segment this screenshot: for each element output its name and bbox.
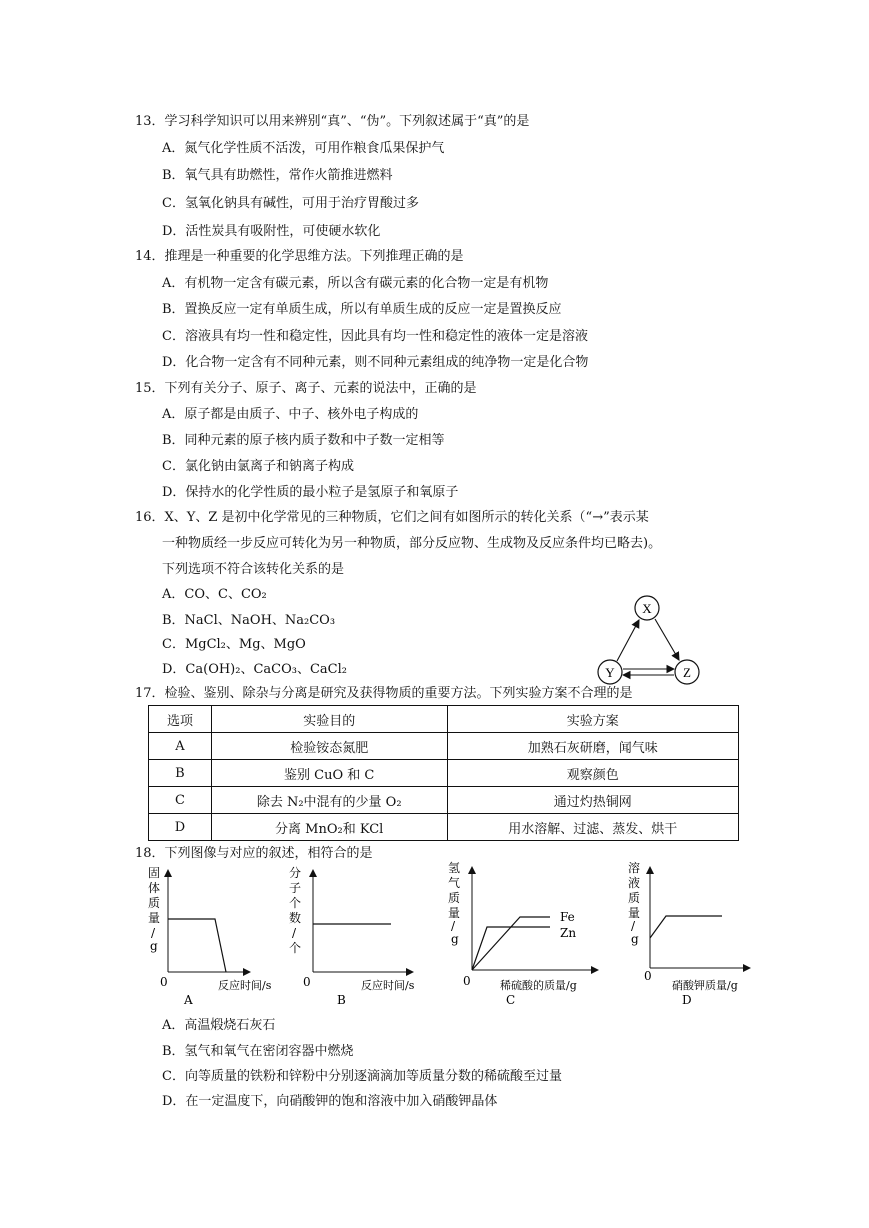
table-cell: 鉴别 CuO 和 C	[211, 760, 447, 787]
svg-text:g: g	[451, 932, 459, 946]
graph-c-zn-curve	[472, 927, 550, 970]
svg-text:/: /	[151, 926, 156, 940]
table-cell: 检验铵态氮肥	[211, 733, 447, 760]
graph-a-curve	[168, 919, 226, 972]
graph-b-xlabel: 反应时间/s	[361, 979, 415, 992]
q18-option-d: D．在一定温度下，向硝酸钾的饱和溶液中加入硝酸钾晶体	[162, 1094, 498, 1109]
question-14-stem: 14．推理是一种重要的化学思维方法。下列推理正确的是	[135, 249, 464, 264]
svg-text:溶: 溶	[628, 861, 641, 875]
q15-option-c: C．氯化钠由氯离子和钠离子构成	[162, 459, 354, 474]
svg-text:质: 质	[628, 891, 641, 905]
node-x-label: X	[642, 601, 652, 616]
graph-c-zn-label: Zn	[560, 926, 577, 940]
graph-a-letter: A	[184, 993, 193, 1007]
svg-text:体: 体	[148, 881, 161, 895]
table-cell: 观察颜色	[447, 760, 739, 787]
svg-text:子: 子	[289, 881, 302, 895]
arrow-x-to-z	[655, 619, 679, 660]
graph-d-curve	[650, 916, 722, 938]
q16-option-b: B．NaCl、NaOH、Na₂CO₃	[162, 613, 336, 628]
node-y-label: Y	[605, 665, 615, 680]
graph-a-origin: 0	[160, 975, 168, 989]
table-cell: C	[149, 787, 212, 814]
q14-option-c: C．溶液具有均一性和稳定性，因此具有均一性和稳定性的液体一定是溶液	[162, 329, 588, 344]
svg-text:个: 个	[289, 941, 302, 955]
svg-text:/: /	[451, 919, 456, 933]
table-cell: B	[149, 760, 212, 787]
q14-option-a: A．有机物一定含有碳元素，所以含有碳元素的化合物一定是有机物	[162, 276, 549, 291]
graph-d-xlabel: 硝酸钾质量/g	[672, 979, 738, 992]
graph-c-fe-label: Fe	[560, 910, 575, 924]
graph-d-letter: D	[682, 993, 692, 1007]
q15-option-b: B．同种元素的原子核内质子数和中子数一定相等	[162, 433, 445, 448]
question-15-stem: 15．下列有关分子、原子、离子、元素的说法中，正确的是	[135, 381, 477, 396]
experiment-table	[148, 705, 739, 841]
graph-a-ylabel	[148, 866, 160, 953]
question-16-stem-line3: 下列选项不符合该转化关系的是	[162, 562, 345, 577]
graph-c-xlabel: 稀硫酸的质量/g	[500, 979, 577, 992]
svg-text:质: 质	[148, 896, 161, 910]
svg-text:质: 质	[448, 891, 461, 905]
q13-option-b: B．氧气具有助燃性，常作火箭推进燃料	[162, 168, 393, 183]
svg-text:固: 固	[148, 866, 161, 880]
table-cell: 用水溶解、过滤、蒸发、烘干	[447, 814, 739, 841]
svg-text:量: 量	[148, 911, 161, 925]
q14-option-d: D．化合物一定含有不同种元素，则不同种元素组成的纯净物一定是化合物	[162, 355, 589, 370]
table-header-cell: 实验方案	[447, 706, 739, 733]
q13-option-c: C．氢氧化钠具有碱性，可用于治疗胃酸过多	[162, 196, 419, 211]
table-row	[149, 760, 739, 787]
svg-text:数: 数	[289, 911, 302, 925]
graph-b	[285, 860, 435, 1010]
question-17-stem: 17．检验、鉴别、除杂与分离是研究及获得物质的重要方法。下列实验方案不合理的是	[135, 686, 633, 701]
table-row	[149, 787, 739, 814]
graph-a	[140, 860, 290, 1010]
q15-option-a: A．原子都是由质子、中子、核外电子构成的	[162, 407, 419, 422]
graph-d	[620, 855, 780, 1010]
svg-text:g: g	[150, 939, 158, 953]
table-cell: D	[149, 814, 212, 841]
arrow-y-to-x	[617, 620, 639, 661]
table-cell: 分离 MnO₂和 KCl	[211, 814, 447, 841]
q16-option-d: D．Ca(OH)₂、CaCO₃、CaCl₂	[162, 662, 347, 677]
node-z-label: Z	[683, 665, 691, 680]
q15-option-d: D．保持水的化学性质的最小粒子是氢原子和氧原子	[162, 485, 459, 500]
svg-text:/: /	[292, 926, 297, 940]
q16-option-c: C．MgCl₂、Mg、MgO	[162, 637, 306, 652]
question-13-stem: 13．学习科学知识可以用来辨别“真”、“伪”。下列叙述属于“真”的是	[135, 114, 530, 129]
table-header-cell: 实验目的	[211, 706, 447, 733]
svg-text:液: 液	[628, 876, 641, 890]
table-row	[149, 733, 739, 760]
question-16-stem-line2: 一种物质经一步反应可转化为另一种物质，部分反应物、生成物及反应条件均已略去)。	[162, 536, 662, 551]
graph-b-ylabel	[289, 865, 301, 955]
graph-c-ylabel	[448, 861, 460, 946]
svg-text:分: 分	[289, 866, 302, 880]
graph-c-origin: 0	[463, 974, 471, 988]
graph-c	[440, 855, 600, 1010]
table-cell: 通过灼热铜网	[447, 787, 739, 814]
table-cell: 除去 N₂中混有的少量 O₂	[211, 787, 447, 814]
svg-text:量: 量	[448, 906, 461, 920]
graph-c-letter: C	[506, 993, 516, 1007]
graph-c-fe-curve	[472, 917, 550, 970]
q14-option-b: B．置换反应一定有单质生成，所以有单质生成的反应一定是置换反应	[162, 302, 562, 317]
q13-option-d: D．活性炭具有吸附性，可使硬水软化	[162, 224, 381, 239]
question-18-stem: 18．下列图像与对应的叙述，相符合的是	[135, 846, 373, 861]
table-header-cell: 选项	[149, 706, 212, 733]
svg-text:个: 个	[289, 896, 302, 910]
table-row	[149, 814, 739, 841]
graph-b-origin: 0	[303, 975, 311, 989]
q13-option-a: A．氮气化学性质不活泼，可用作粮食瓜果保护气	[162, 141, 445, 156]
question-16-stem-line1: 16．X、Y、Z 是初中化学常见的三种物质，它们之间有如图所示的转化关系（“→”表示某	[135, 510, 649, 525]
table-cell: A	[149, 733, 212, 760]
table-cell: 加熟石灰研磨，闻气味	[447, 733, 739, 760]
svg-text:气: 气	[448, 876, 461, 890]
graph-b-letter: B	[337, 993, 346, 1007]
graph-a-xlabel: 反应时间/s	[218, 979, 272, 992]
svg-text:/: /	[631, 919, 636, 933]
graph-d-ylabel	[628, 860, 640, 946]
q18-option-a: A．高温煅烧石灰石	[162, 1018, 276, 1033]
graph-d-origin: 0	[644, 969, 652, 983]
svg-text:量: 量	[628, 906, 641, 920]
conversion-diagram	[590, 590, 710, 690]
q18-option-c: C．向等质量的铁粉和锌粉中分别逐滴滴加等质量分数的稀硫酸至过量	[162, 1069, 562, 1084]
q18-option-b: B．氢气和氧气在密闭容器中燃烧	[162, 1044, 354, 1059]
table-header-row	[149, 706, 739, 733]
q16-option-a: A．CO、C、CO₂	[162, 587, 267, 602]
svg-text:g: g	[631, 932, 639, 946]
svg-text:氢: 氢	[448, 861, 461, 875]
